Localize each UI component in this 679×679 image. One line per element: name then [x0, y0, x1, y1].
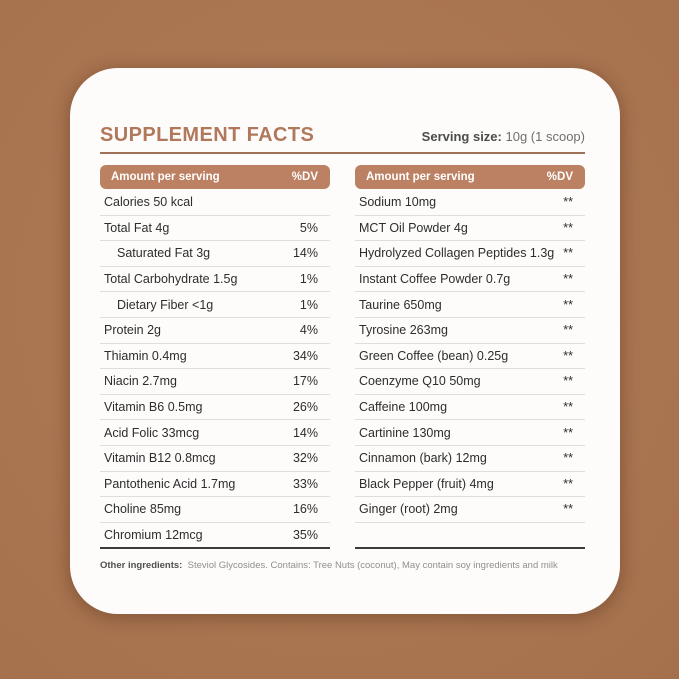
table-row — [355, 291, 585, 317]
row-dv-value: ** — [563, 451, 573, 466]
row-label: Tyrosine 263mg — [359, 323, 448, 338]
row-dv-value: ** — [563, 220, 573, 235]
row-label: Green Coffee (bean) 0.25g — [359, 348, 509, 363]
table-row — [100, 317, 330, 343]
row-dv-value: ** — [563, 400, 573, 415]
facts-table-left — [100, 165, 330, 549]
serving-size — [422, 129, 585, 144]
table-row — [100, 471, 330, 497]
page-title: SUPPLEMENT FACTS — [100, 124, 315, 146]
table-row — [100, 291, 330, 317]
row-dv-value: ** — [563, 502, 573, 517]
table-row — [100, 240, 330, 266]
row-label: Sodium 10mg — [359, 194, 437, 209]
row-label: Saturated Fat 3g — [117, 246, 211, 261]
row-label: Calories 50 kcal — [104, 194, 193, 209]
table-header-dv-label: %DV — [291, 171, 318, 183]
table-row — [355, 368, 585, 394]
table-row — [100, 189, 330, 215]
row-label: Total Fat 4g — [104, 220, 170, 235]
table-row — [355, 317, 585, 343]
table-row — [355, 189, 585, 215]
row-dv-value: 26% — [292, 400, 318, 415]
table-row — [355, 496, 585, 522]
row-label: Thiamin 0.4mg — [104, 348, 187, 363]
supplement-facts-card — [70, 68, 620, 614]
row-dv-value: ** — [563, 425, 573, 440]
table-row — [355, 471, 585, 497]
table-row — [100, 419, 330, 445]
row-label: Acid Folic 33mcg — [104, 425, 200, 440]
table-header-dv-label: %DV — [546, 171, 573, 183]
table-row — [355, 240, 585, 266]
row-label: Ginger (root) 2mg — [359, 502, 458, 517]
row-label: Cartinine 130mg — [359, 425, 451, 440]
row-dv-value: 16% — [292, 502, 318, 517]
row-dv-value: 17% — [292, 374, 318, 389]
serving-size-value: 10g (1 scoop) — [505, 129, 585, 144]
table-row — [100, 215, 330, 241]
row-label: Niacin 2.7mg — [104, 374, 177, 389]
table-rows-right — [355, 189, 585, 549]
row-dv-value: ** — [563, 246, 573, 261]
row-label: Cinnamon (bark) 12mg — [359, 451, 487, 466]
row-label: Hydrolyzed Collagen Peptides 1.3g — [359, 246, 555, 261]
row-label: Vitamin B6 0.5mg — [104, 400, 203, 415]
table-row — [355, 419, 585, 445]
row-label: Dietary Fiber <1g — [117, 297, 214, 312]
row-dv-value: 35% — [292, 528, 318, 543]
row-dv-value: 1% — [299, 297, 318, 312]
row-dv-value: 32% — [292, 451, 318, 466]
row-label: Instant Coffee Powder 0.7g — [359, 272, 511, 287]
card-header — [100, 124, 585, 154]
row-dv-value: ** — [563, 348, 573, 363]
table-row — [355, 522, 585, 548]
row-dv-value: ** — [563, 272, 573, 287]
other-ingredients-label: Other ingredients: — [100, 560, 183, 572]
row-dv-value: ** — [563, 374, 573, 389]
table-row — [100, 368, 330, 394]
row-dv-value: 1% — [299, 272, 318, 287]
table-row — [100, 266, 330, 292]
row-dv-value: 5% — [299, 220, 318, 235]
row-dv-value: ** — [563, 297, 573, 312]
table-row — [355, 343, 585, 369]
table-row — [100, 496, 330, 522]
table-row — [355, 266, 585, 292]
serving-size-label: Serving size: — [421, 129, 502, 144]
row-dv-value: ** — [563, 476, 573, 491]
row-dv-value: 14% — [292, 425, 318, 440]
table-row — [100, 343, 330, 369]
facts-table-right — [355, 165, 585, 549]
row-dv-value: 34% — [292, 348, 318, 363]
row-label: Coenzyme Q10 50mg — [359, 374, 481, 389]
facts-tables — [100, 165, 585, 549]
table-header-amount-label: Amount per serving — [111, 171, 220, 183]
row-label: Protein 2g — [104, 323, 161, 338]
row-label: Total Carbohydrate 1.5g — [104, 272, 238, 287]
table-row — [100, 394, 330, 420]
table-row — [355, 215, 585, 241]
row-dv-value: ** — [563, 194, 573, 209]
table-header-amount-label: Amount per serving — [366, 171, 475, 183]
row-label: Choline 85mg — [104, 502, 182, 517]
table-row — [355, 394, 585, 420]
other-ingredients — [100, 560, 585, 571]
row-label: Caffeine 100mg — [359, 400, 448, 415]
row-dv-value: ** — [563, 323, 573, 338]
table-row — [355, 445, 585, 471]
row-label: MCT Oil Powder 4g — [359, 220, 468, 235]
row-label: Taurine 650mg — [359, 297, 442, 312]
table-header-left — [100, 165, 330, 189]
row-label: Pantothenic Acid 1.7mg — [104, 476, 236, 491]
row-dv-value: 4% — [299, 323, 318, 338]
table-row — [100, 522, 330, 548]
row-label: Black Pepper (fruit) 4mg — [359, 476, 494, 491]
table-rows-left — [100, 189, 330, 549]
table-row — [100, 445, 330, 471]
other-ingredients-text: Steviol Glycosides. Contains: Tree Nuts (coconut), May contain soy ingredients and milk — [187, 560, 558, 572]
row-label: Vitamin B12 0.8mcg — [104, 451, 216, 466]
row-dv-value: 33% — [292, 476, 318, 491]
row-dv-value: 14% — [292, 246, 318, 261]
row-label: Chromium 12mcg — [104, 528, 203, 543]
table-header-right — [355, 165, 585, 189]
